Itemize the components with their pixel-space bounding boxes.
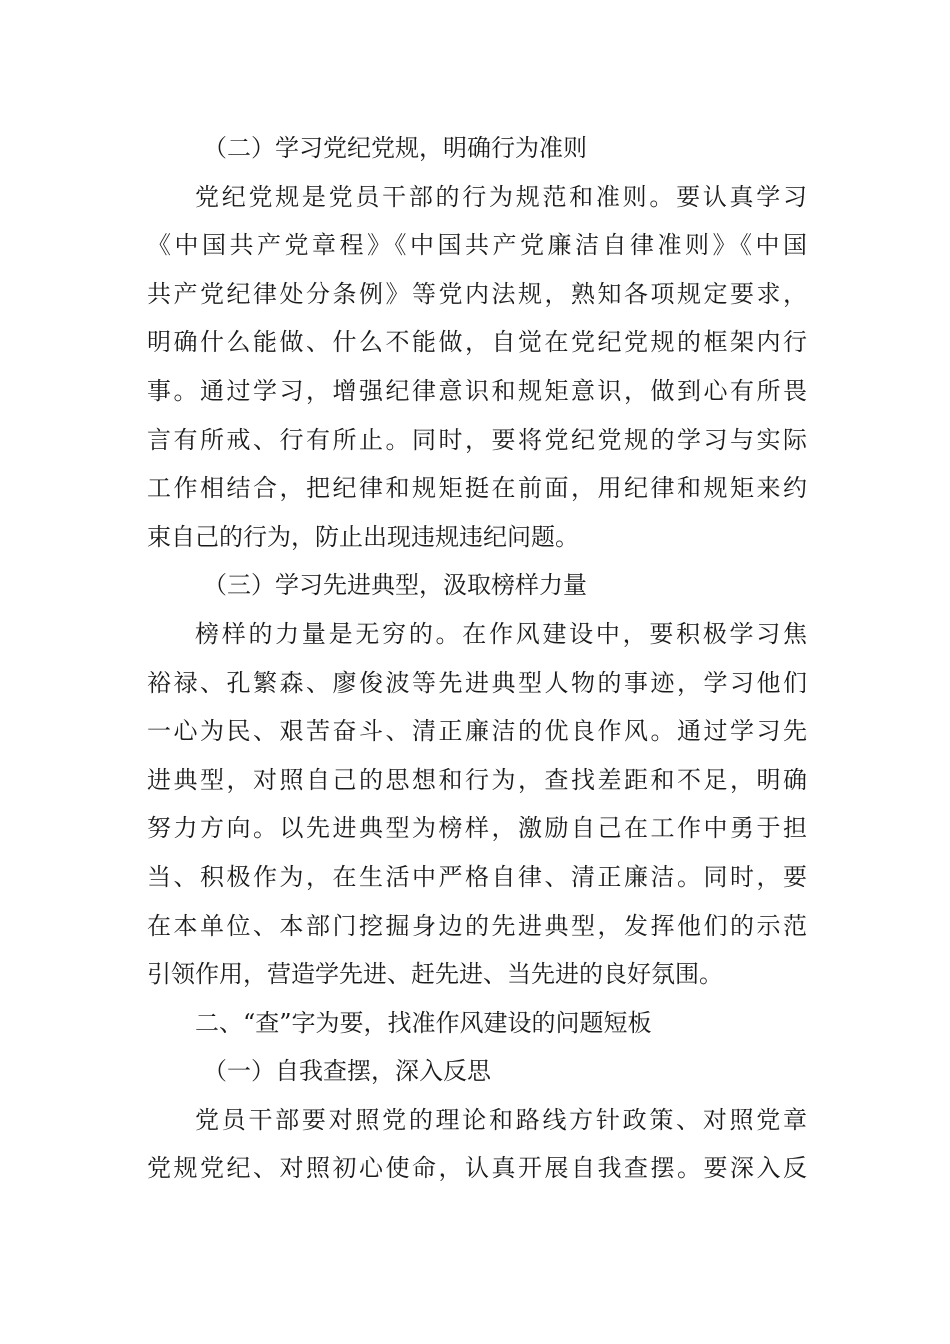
paragraph-line: 党规党纪、对照初心使命，认真开展自我查摆。要深入反 [147, 1154, 807, 1183]
paragraph-line: 事。通过学习，增强纪律意识和规矩意识，做到心有所畏 [147, 376, 807, 405]
paragraph-line: 共产党纪律处分条例》等党内法规，熟知各项规定要求， [147, 279, 807, 308]
paragraph-line: 明确什么能做、什么不能做，自觉在党纪党规的框架内行 [147, 328, 807, 357]
paragraph-line: 努力方向。以先进典型为榜样，激励自己在工作中勇于担 [147, 814, 807, 843]
document-body [147, 124, 807, 1193]
paragraph-line: 榜样的力量是无穷的。在作风建设中，要积极学习焦 [195, 619, 807, 648]
paragraph-line: 《中国共产党章程》《中国共产党廉洁自律准则》《中国 [147, 231, 807, 260]
paragraph-line: 党纪党规是党员干部的行为规范和准则。要认真学习 [195, 182, 807, 211]
paragraph-line: 裕禄、孔繁森、廖俊波等先进典型人物的事迹，学习他们 [147, 668, 807, 697]
paragraph-line: 党员干部要对照党的理论和路线方针政策、对照党章 [195, 1105, 807, 1134]
section-heading-check: 二、“查”字为要，找准作风建设的问题短板 [195, 1008, 652, 1037]
paragraph-line: 在本单位、本部门挖掘身边的先进典型，发挥他们的示范 [147, 911, 807, 940]
subheading-study-rules: （二）学习党纪党规，明确行为准则 [203, 134, 587, 162]
paragraph-line: 工作相结合，把纪律和规矩挺在前面，用纪律和规矩来约 [147, 474, 807, 503]
paragraph-line: 束自己的行为，防止出现违规违纪问题。 [147, 522, 579, 551]
paragraph-line: 言有所戒、行有所止。同时，要将党纪党规的学习与实际 [147, 425, 807, 454]
subheading-self-check: （一）自我查摆，深入反思 [203, 1057, 491, 1086]
subheading-study-models: （三）学习先进典型，汲取榜样力量 [203, 571, 587, 600]
paragraph-line: 引领作用，营造学先进、赶先进、当先进的良好氛围。 [147, 960, 723, 989]
paragraph-line: 进典型，对照自己的思想和行为，查找差距和不足，明确 [147, 765, 807, 794]
paragraph-line: 当、积极作为，在生活中严格自律、清正廉洁。同时，要 [147, 862, 807, 891]
paragraph-line: 一心为民、艰苦奋斗、清正廉洁的优良作风。通过学习先 [147, 717, 807, 746]
